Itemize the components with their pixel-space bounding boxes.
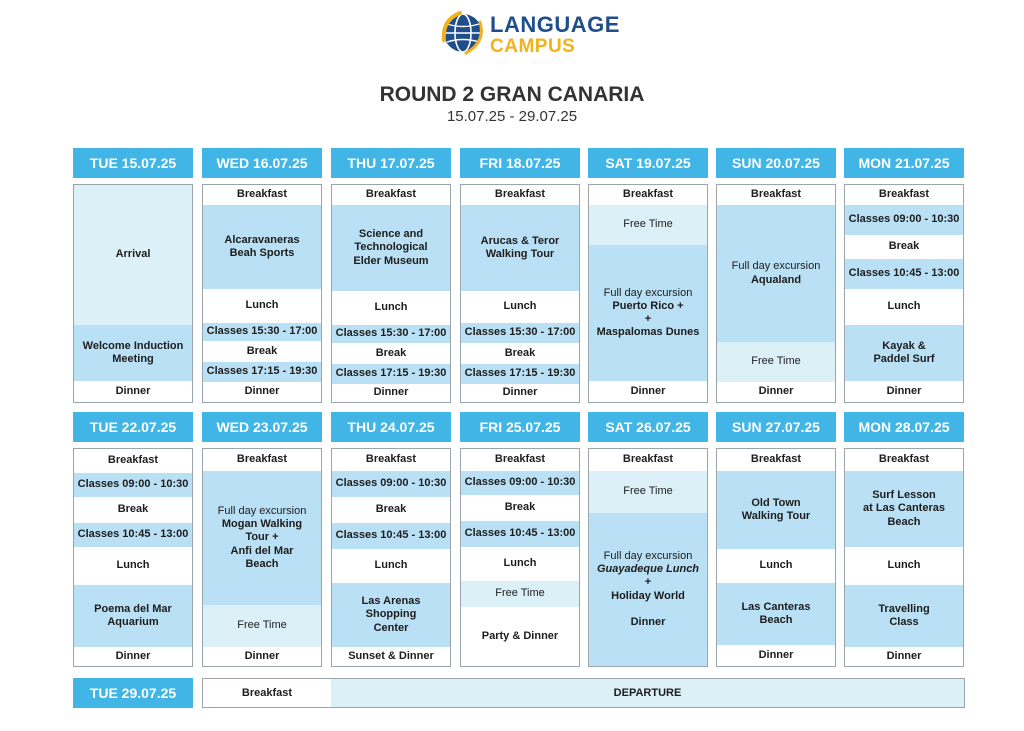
brand-line2: CAMPUS (490, 36, 576, 57)
cell-text: Dinner (630, 615, 666, 628)
cell-text: Aqualand (750, 273, 802, 286)
schedule-cell (74, 585, 192, 647)
schedule-cell (845, 235, 963, 259)
cell-text: Meeting (112, 353, 154, 365)
cell-text: Sunset & Dinner (348, 649, 434, 662)
day-column (202, 184, 322, 403)
day-header: TUE 22.07.25 (73, 412, 193, 442)
cell-text: Classes 10:45 - 13:00 (77, 528, 189, 541)
day-column (716, 448, 836, 667)
cell-text: Breakfast (365, 188, 417, 201)
cell-text: Dinner (502, 386, 538, 399)
schedule-cell (461, 495, 579, 521)
cell-text: Classes 09:00 - 10:30 (848, 213, 960, 226)
schedule-cell (74, 325, 192, 381)
schedule-cell (845, 325, 963, 381)
cell-text: Break (504, 346, 536, 359)
day-column (588, 448, 708, 667)
cell-text: Breakfast (622, 453, 674, 466)
schedule-cell (845, 381, 963, 402)
schedule-cell (203, 471, 321, 605)
schedule-cell (461, 521, 579, 547)
cell-text: Dinner (886, 649, 922, 662)
cell-text: Las Canteras (741, 600, 811, 613)
last-day-row (202, 678, 965, 708)
day-header: TUE 29.07.25 (73, 678, 193, 708)
schedule-cell (461, 581, 579, 607)
schedule-cell (74, 449, 192, 473)
cell-text: Dinner (244, 385, 280, 398)
schedule-cell (332, 325, 450, 343)
schedule-cell (74, 547, 192, 585)
cell-text: Science and (358, 228, 424, 241)
schedule-cell (845, 205, 963, 235)
cell-text: Holiday World (611, 589, 685, 602)
day-header: MON 21.07.25 (844, 148, 964, 178)
cell-text: Breakfast (494, 188, 546, 201)
cell-text: Breakfast (878, 453, 930, 466)
cell-text: Breakfast (365, 453, 417, 466)
schedule-cell (589, 513, 707, 666)
schedule-cell (203, 647, 321, 666)
schedule-cell (461, 343, 579, 364)
schedule-cell (461, 471, 579, 495)
schedule-cell (589, 471, 707, 513)
cell-text: Classes 15:30 - 17:00 (206, 325, 318, 338)
schedule-cell (461, 384, 579, 402)
schedule-cell (845, 585, 963, 647)
day-header: MON 28.07.25 (844, 412, 964, 442)
schedule-cell (717, 342, 835, 382)
day-header: SAT 19.07.25 (588, 148, 708, 178)
schedule-cell (717, 449, 835, 471)
day-column (202, 448, 322, 667)
day-header: SUN 27.07.25 (716, 412, 836, 442)
schedule-cell (74, 185, 192, 325)
cell-text: Class (889, 616, 919, 628)
schedule-cell (332, 205, 450, 291)
cell-text: Classes 15:30 - 17:00 (464, 326, 576, 339)
cell-text: Breakfast (750, 453, 802, 466)
schedule-cell (332, 343, 450, 364)
cell-text: Lunch (503, 300, 537, 313)
cell-text: Shopping (365, 608, 417, 621)
last-day-breakfast: Breakfast (203, 679, 331, 707)
cell-text: Breakfast (878, 188, 930, 201)
cell-text: Full day excursion (217, 505, 307, 518)
cell-text: Classes 17:15 - 19:30 (464, 367, 576, 380)
schedule-cell (203, 289, 321, 323)
cell-text: Dinner (758, 385, 794, 398)
cell-text: Guayadeque Lunch (596, 563, 700, 576)
cell-text: Lunch (374, 301, 408, 314)
day-header: SAT 26.07.25 (588, 412, 708, 442)
day-header: TUE 15.07.25 (73, 148, 193, 178)
departure-cell: DEPARTURE (331, 679, 964, 707)
cell-text: Breakfast (750, 188, 802, 201)
day-column (588, 184, 708, 403)
schedule-cell (845, 547, 963, 585)
cell-text: Classes 09:00 - 10:30 (464, 476, 576, 489)
schedule-cell (589, 381, 707, 402)
cell-text: Old Town (751, 496, 801, 509)
cell-text: Party & Dinner (481, 629, 559, 642)
cell-text: Dinner (115, 649, 151, 662)
schedule-cell (461, 607, 579, 666)
day-column (73, 448, 193, 667)
schedule-cell (332, 523, 450, 549)
cell-text: + (644, 576, 652, 589)
cell-text: Classes 09:00 - 10:30 (77, 478, 189, 491)
cell-text: Break (504, 501, 536, 514)
cell-text: Technological (354, 241, 428, 254)
schedule-cell (332, 647, 450, 666)
cell-text: + (644, 313, 652, 325)
schedule-cell (461, 547, 579, 581)
cell-text: Aquarium (107, 616, 159, 628)
schedule-cell (717, 471, 835, 549)
schedule-cell (461, 291, 579, 323)
cell-text: at Las Canteras (863, 502, 945, 515)
language-campus-logo (440, 8, 640, 60)
schedule-cell (332, 549, 450, 583)
cell-text: Lunch (245, 299, 279, 312)
cell-text: Breakfast (494, 453, 546, 466)
schedule-cell (717, 549, 835, 583)
cell-text: Dinner (630, 384, 666, 397)
schedule-cell (332, 384, 450, 402)
schedule-cell (74, 523, 192, 547)
cell-text: Lunch (887, 300, 921, 313)
cell-text: Arrival (115, 248, 151, 261)
cell-text: Breakfast (236, 188, 288, 201)
cell-text: Beah Sports (229, 247, 295, 259)
cell-text: Classes 09:00 - 10:30 (335, 477, 447, 490)
schedule-cell (203, 382, 321, 402)
cell-text: Center (373, 621, 409, 634)
cell-text: Walking Tour (741, 510, 811, 522)
day-header: THU 24.07.25 (331, 412, 451, 442)
cell-text: Classes 10:45 - 13:00 (335, 529, 447, 542)
cell-text (646, 603, 649, 616)
schedule-cell (589, 449, 707, 471)
schedule-cell (461, 205, 579, 291)
cell-text: Dinner (244, 649, 280, 662)
schedule-cell (332, 291, 450, 325)
day-column (716, 184, 836, 403)
day-header: WED 16.07.25 (202, 148, 322, 178)
cell-text: Free Time (495, 587, 545, 600)
cell-text: Lunch (503, 557, 537, 570)
cell-text: Break (888, 240, 920, 253)
cell-text: Free Time (751, 355, 801, 368)
day-column (460, 448, 580, 667)
cell-text: Dinner (115, 384, 151, 397)
schedule-cell (203, 323, 321, 341)
cell-text: Classes 10:45 - 13:00 (848, 267, 960, 280)
schedule-cell (717, 645, 835, 666)
cell-text: Arucas & Teror (480, 234, 560, 247)
schedule-cell (203, 449, 321, 471)
cell-text: Free Time (237, 619, 287, 632)
cell-text: Tour + (245, 531, 279, 544)
cell-text: Lunch (374, 559, 408, 572)
schedule-cell (203, 605, 321, 647)
day-column (331, 448, 451, 667)
schedule-cell (717, 205, 835, 342)
day-header: FRI 25.07.25 (460, 412, 580, 442)
cell-text: Elder Museum (353, 254, 429, 267)
cell-text: Break (375, 503, 407, 516)
cell-text: Lunch (887, 559, 921, 572)
cell-text: Breakfast (236, 453, 288, 466)
cell-text: Break (375, 346, 407, 359)
cell-text: Walking Tour (485, 248, 555, 260)
schedule-cell (332, 364, 450, 384)
cell-text: Beach (245, 557, 279, 570)
cell-text: Full day excursion (603, 549, 693, 562)
cell-text: Break (117, 503, 149, 516)
day-column (331, 184, 451, 403)
schedule-cell (332, 185, 450, 205)
cell-text: Las Arenas (361, 595, 421, 608)
cell-text: Classes 15:30 - 17:00 (335, 327, 447, 340)
schedule-cell (461, 323, 579, 343)
schedule-cell (717, 382, 835, 402)
schedule-cell (203, 341, 321, 362)
cell-text: Mogan Walking (221, 518, 303, 531)
schedule-cell (845, 185, 963, 205)
cell-text: Welcome Induction (82, 339, 184, 352)
day-column (844, 184, 964, 403)
schedule-cell (203, 185, 321, 205)
schedule-cell (74, 473, 192, 497)
cell-text: Lunch (116, 559, 150, 572)
schedule-cell (461, 185, 579, 205)
cell-text: Dinner (758, 648, 794, 661)
schedule-cell (845, 471, 963, 547)
cell-text: Anfi del Mar (230, 544, 294, 557)
cell-text: Paddel Surf (873, 353, 935, 365)
schedule-cell (74, 647, 192, 666)
cell-text: Dinner (886, 384, 922, 397)
date-range: 15.07.25 - 29.07.25 (446, 108, 578, 125)
cell-text: Beach (887, 515, 921, 528)
schedule-cell (589, 185, 707, 205)
day-column (460, 184, 580, 403)
cell-text: Puerto Rico + (612, 299, 684, 312)
cell-text: Full day excursion (603, 286, 693, 299)
day-column (73, 184, 193, 403)
day-header: WED 23.07.25 (202, 412, 322, 442)
cell-text: Maspalomas Dunes (596, 326, 700, 339)
schedule-cell (589, 245, 707, 381)
schedule-cell (332, 497, 450, 523)
cell-text: Classes 10:45 - 13:00 (464, 527, 576, 540)
cell-text: Beach (759, 614, 793, 626)
cell-text: Classes 17:15 - 19:30 (335, 367, 447, 380)
cell-text: Travelling (878, 602, 930, 615)
day-header: SUN 20.07.25 (716, 148, 836, 178)
schedule-cell (717, 185, 835, 205)
brand-line1: LANGUAGE (490, 12, 620, 37)
schedule-cell (74, 381, 192, 402)
day-header: FRI 18.07.25 (460, 148, 580, 178)
cell-text: Breakfast (107, 454, 159, 467)
cell-text: Break (246, 344, 278, 357)
schedule-cell (332, 583, 450, 647)
day-column (844, 448, 964, 667)
cell-text: Free Time (623, 485, 673, 498)
cell-text: Classes 17:15 - 19:30 (206, 365, 318, 378)
schedule-cell (845, 289, 963, 325)
schedule-cell (461, 364, 579, 384)
cell-text: Dinner (373, 386, 409, 399)
schedule-cell (332, 449, 450, 471)
schedule-cell (717, 583, 835, 645)
day-header: THU 17.07.25 (331, 148, 451, 178)
cell-text: Free Time (623, 218, 673, 231)
globe-logo-icon (440, 10, 486, 56)
page-title: ROUND 2 GRAN CANARIA (379, 83, 645, 106)
schedule-cell (589, 205, 707, 245)
schedule-cell (74, 497, 192, 523)
cell-text: Alcaravaneras (224, 233, 300, 246)
cell-text: Surf Lesson (872, 489, 936, 502)
schedule-cell (845, 259, 963, 289)
cell-text: Full day excursion (731, 260, 821, 273)
cell-text: Kayak & (882, 339, 926, 352)
cell-text: Lunch (759, 559, 793, 572)
schedule-cell (203, 362, 321, 382)
schedule-cell (203, 205, 321, 289)
cell-text: Breakfast (622, 188, 674, 201)
schedule-cell (845, 647, 963, 666)
cell-text: Poema del Mar (94, 602, 172, 615)
schedule-cell (461, 449, 579, 471)
schedule-cell (332, 471, 450, 497)
schedule-cell (845, 449, 963, 471)
